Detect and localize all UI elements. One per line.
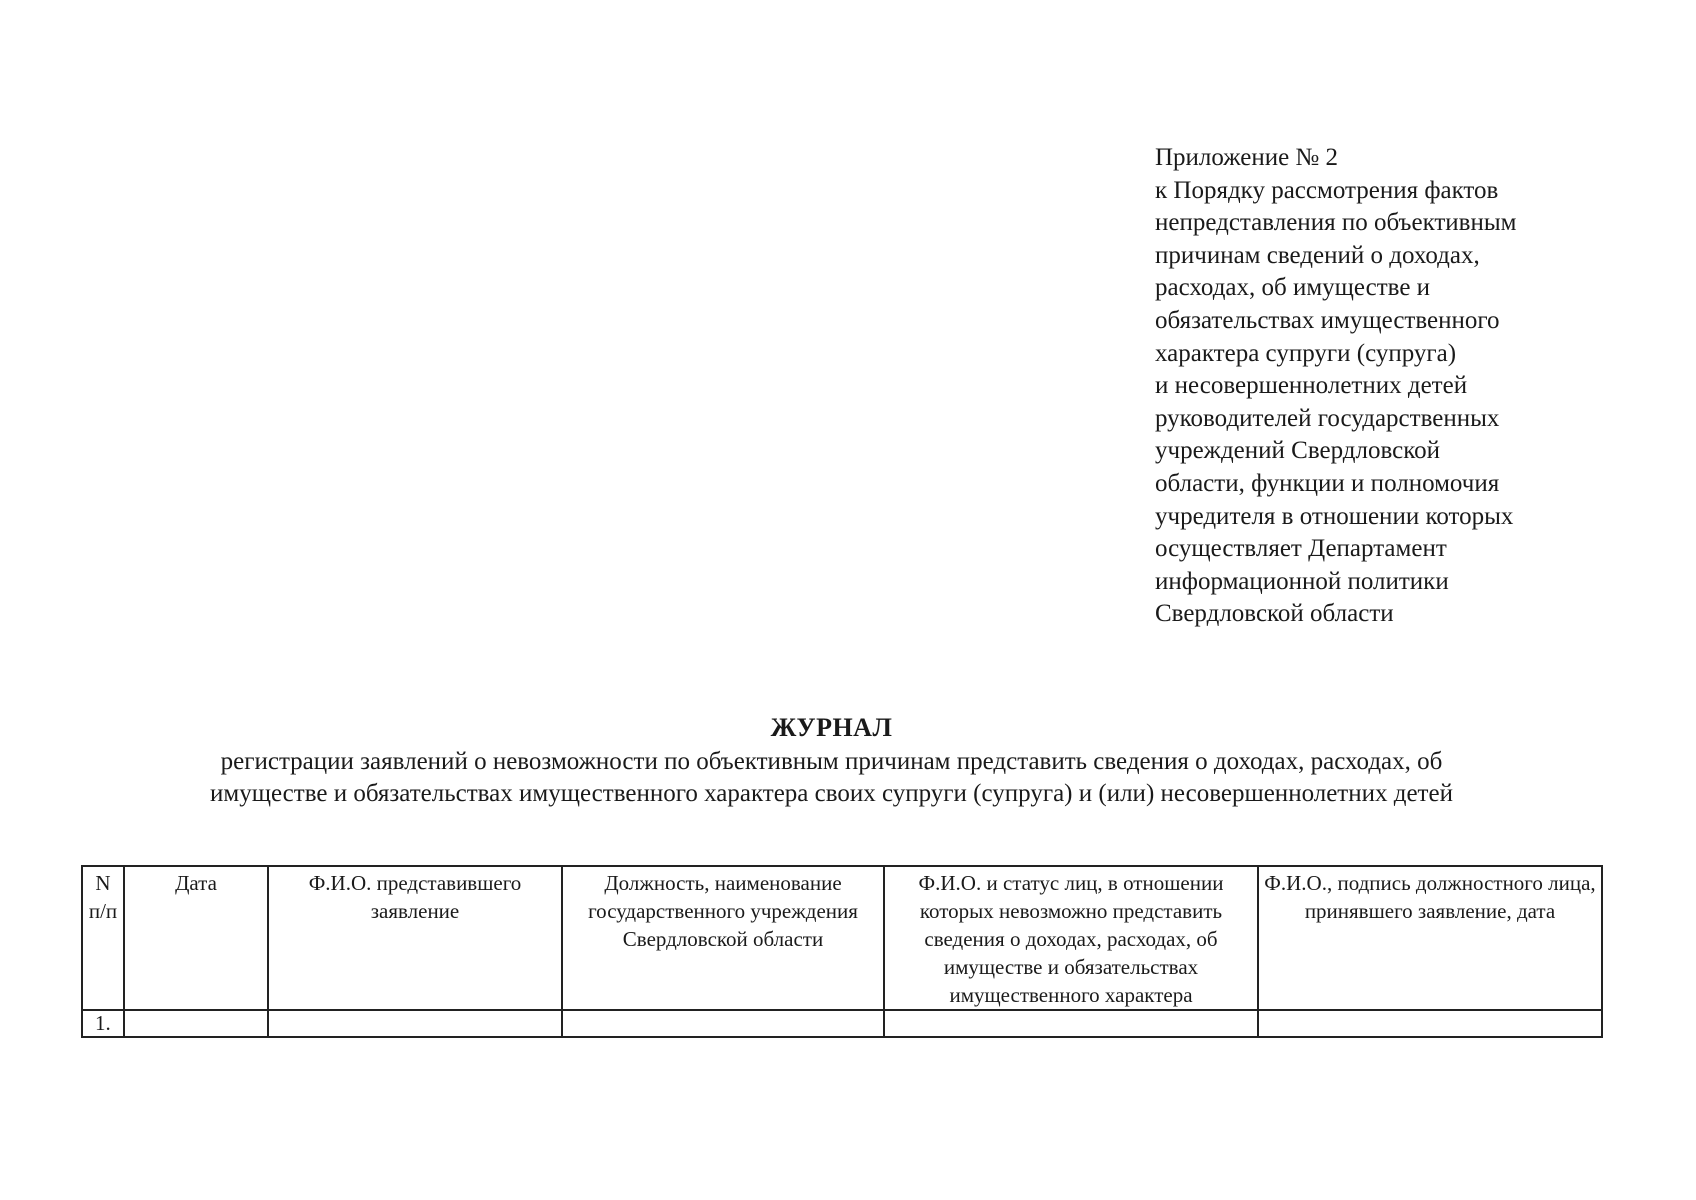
appendix-line: учредителя в отношении которых <box>1155 502 1514 530</box>
table-header-row <box>82 866 1602 1010</box>
header-persons-status: Ф.И.О. и статус лиц, в отношении которых невозможно представить сведения о доходах, расходах, об имуществе и обязательствах имущественного характера <box>884 866 1258 1010</box>
journal-subtitle-line: имуществе и обязательствах имущественного характера своих супруги (супруга) и (или) несовершеннолетних детей <box>210 780 1453 807</box>
header-date: Дата <box>124 866 268 1010</box>
appendix-block <box>1155 142 1625 631</box>
cell-persons-status <box>884 1010 1258 1037</box>
appendix-line: Свердловской области <box>1155 600 1394 628</box>
appendix-line: причинам сведений о доходах, <box>1155 241 1480 269</box>
cell-number: 1. <box>82 1010 124 1037</box>
appendix-line: области, функции и полномочия <box>1155 469 1500 497</box>
cell-official-signature <box>1258 1010 1602 1037</box>
header-official-signature: Ф.И.О., подпись должностного лица, принявшего заявление, дата <box>1258 866 1602 1010</box>
appendix-line: характера супруги (супруга) <box>1155 339 1457 367</box>
appendix-line: осуществляет Департамент <box>1155 535 1447 563</box>
registration-table <box>81 865 1603 1038</box>
appendix-line: и несовершеннолетних детей <box>1155 372 1468 400</box>
header-position-institution: Должность, наименование государственного учреждения Свердловской области <box>562 866 884 1010</box>
table-row <box>82 1010 1602 1037</box>
header-applicant-name: Ф.И.О. представившего заявление <box>268 866 562 1010</box>
appendix-line: расходах, об имуществе и <box>1155 274 1431 302</box>
appendix-line: учреждений Свердловской <box>1155 437 1440 465</box>
journal-subtitle <box>100 746 1563 810</box>
journal-subtitle-line: регистрации заявлений о невозможности по объективным причинам представить сведения о доходах, расходах, об <box>220 748 1443 775</box>
cell-applicant-name <box>268 1010 562 1037</box>
cell-position-institution <box>562 1010 884 1037</box>
appendix-line: руководителей государственных <box>1155 404 1500 432</box>
cell-date <box>124 1010 268 1037</box>
appendix-line: информационной политики <box>1155 567 1449 595</box>
header-number: N п/п <box>82 866 124 1010</box>
appendix-line: обязательствах имущественного <box>1155 306 1500 334</box>
appendix-line: непредставления по объективным <box>1155 209 1517 237</box>
appendix-line: Приложение № 2 <box>1155 144 1339 171</box>
journal-title: ЖУРНАЛ <box>770 713 893 742</box>
appendix-line: к Порядку рассмотрения фактов <box>1155 176 1499 204</box>
